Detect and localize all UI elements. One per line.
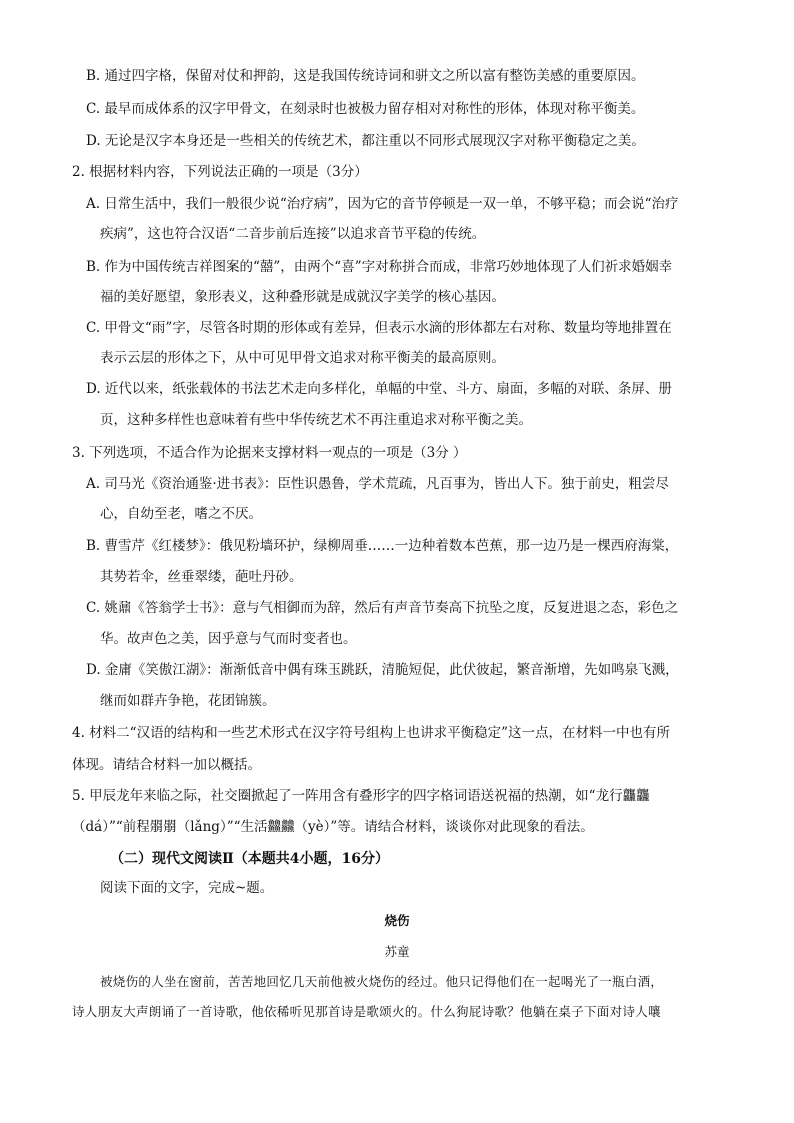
q3-option-a-line2: 心，自幼至老，嗜之不厌。 <box>100 506 262 522</box>
q3-option-b-line1: B. 曹雪芹《红楼梦》：俄见粉墙环护，绿柳周垂……一边种着数本芭蕉，那一边乃是一棵西府海棠， <box>86 538 679 554</box>
q3-option-c-line2: 华。故声色之美，因乎意与气而时变者也。 <box>100 631 357 647</box>
q3-option-a-line1: A. 司马光《资治通鉴·进书表》：臣性识愚鲁，学术荒疏，凡百事为，皆出人下。独于前史，粗尝尽 <box>86 476 669 492</box>
q2-option-a-line1: A. 日常生活中，我们一般很少说“治疗病”，因为它的音节停顿是一双一单，不够平稳；而会说“治疗 <box>86 196 679 212</box>
q3-option-d-line2: 继而如群卉争艳，花团锦簇。 <box>100 693 276 709</box>
story-paragraph-line1: 被烧伤的人坐在窗前，苦苦地回忆几天前他被火烧伤的经过。他只记得他们在一起喝光了一瓶白酒， <box>100 974 664 989</box>
q3-option-b-line2: 其势若伞，丝垂翠缕，葩吐丹砂。 <box>100 569 303 585</box>
q2-option-c-line2: 表示云层的形体之下，从中可见甲骨文追求对称平衡美的最高原则。 <box>100 350 505 366</box>
story-paragraph-line2: 诗人朋友大声朗诵了一首诗歌，他依稀听见那首诗是歌颂火的。什么狗屁诗歌？他躺在桌子下面对诗人嚷 <box>72 1004 661 1019</box>
q5-line2: （dá）”“前程朤朤（lǎng）”“生活䲜䲜（yè）”等。请结合材料，谈谈你对此现象的看法。 <box>72 819 594 835</box>
q2-stem: 2. 根据材料内容，下列说法正确的一项是（3分） <box>72 164 368 180</box>
q2-option-a-line2: 疾病”，这也符合汉语“二音步前后连接”以追求音节平稳的传统。 <box>100 226 486 242</box>
q2-option-d-line2: 页，这种多样性也意味着有些中华传统艺术不再注重追求对称平衡之美。 <box>100 412 532 428</box>
section-title: （二）现代文阅读Ⅱ（本题共4小题，16分） <box>110 851 390 867</box>
q2-option-b-line2: 福的美好愿望，象形表义，这种叠形就是成就汉字美学的核心基因。 <box>100 289 505 305</box>
q1-option-d: D. 无论是汉字本身还是一些相关的传统艺术，都注重以不同形式展现汉字对称平衡稳定之美。 <box>86 133 645 149</box>
q4-line1: 4. 材料二“汉语的结构和一些艺术形式在汉字符号组构上也讲求平衡稳定”这一点，在材料一中也有所 <box>72 725 670 741</box>
q2-option-b-line1: B. 作为中国传统吉祥图案的“囍”，由两个“喜”字对称拼合而成，非常巧妙地体现了人们祈求婚姻幸 <box>86 259 673 275</box>
story-title: 烧伤 <box>384 913 410 928</box>
q1-option-b: B. 通过四字格，保留对仗和押韵，这是我国传统诗词和骈文之所以富有整饬美感的重要原因。 <box>86 68 645 84</box>
q4-line2: 体现。请结合材料一加以概括。 <box>72 757 261 773</box>
q2-option-c-line1: C. 甲骨文“雨”字，尽管各时期的形体或有差异，但表示水滴的形体都左右对称、数量均等地排置在 <box>86 320 672 336</box>
q3-stem: 3. 下列选项，不适合作为论据来支撑材料一观点的一项是（3分 ） <box>72 445 467 461</box>
q2-option-d-line1: D. 近代以来，纸张载体的书法艺术走向多样化，单幅的中堂、斗方、扇面，多幅的对联、条屏、册 <box>86 381 672 397</box>
q5-line1: 5. 甲辰龙年来临之际，社交圈掀起了一阵用含有叠形字的四字格词语送祝福的热潮，如“龙行龘龘 <box>72 788 650 804</box>
q3-option-c-line1: C. 姚鼐《答翁学士书》：意与气相御而为辞，然后有声音节奏高下抗坠之度，反复进退之态，彩色之 <box>86 600 679 616</box>
q1-option-c: C. 最早而成体系的汉字甲骨文，在刻录时也被极力留存相对对称性的形体，体现对称平衡美。 <box>86 101 645 117</box>
story-author: 苏童 <box>384 944 410 959</box>
q3-option-d-line1: D. 金庸《笑傲江湖》：渐渐低音中偶有珠玉跳跃，清脆短促，此伏彼起，繁音渐增，先如鸣泉飞溅， <box>86 662 679 678</box>
section-instruction: 阅读下面的文字，完成~题。 <box>100 880 274 896</box>
